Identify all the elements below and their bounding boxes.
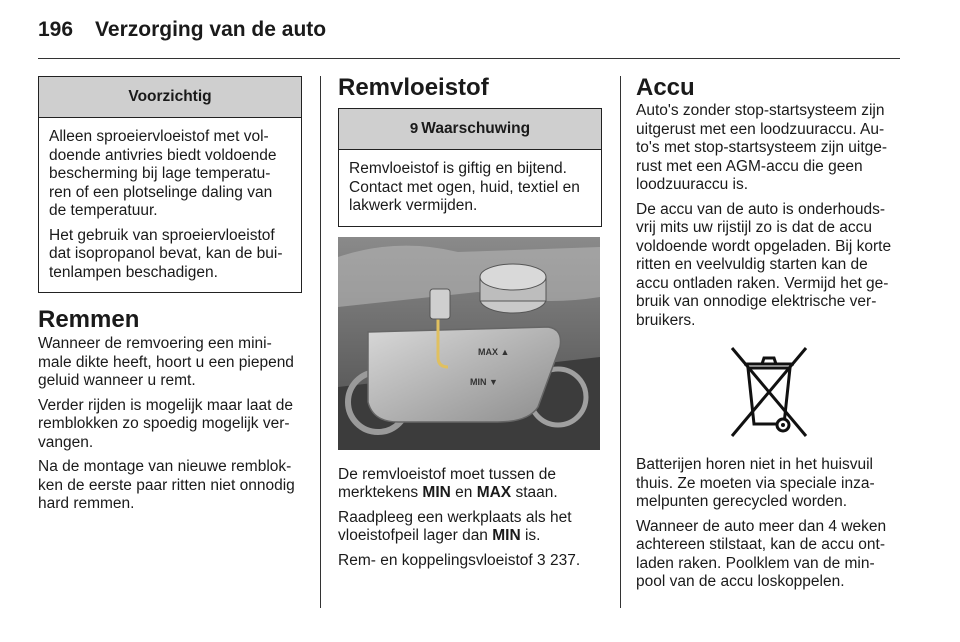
min-label: MIN ▼ (470, 376, 498, 387)
page-number: 196 (38, 18, 74, 41)
column-divider-2 (620, 76, 621, 608)
section-title-remmen: Remmen (38, 306, 140, 333)
section-title-remvloeistof: Remvloeistof (338, 74, 489, 101)
section-title-accu: Accu (636, 74, 695, 101)
remmen-text-2: Verder rijden is mogelijk maar laat de remblokken zo spoedig mogelijk ver- vangen. (38, 396, 294, 451)
remvloeistof-text-1: De remvloeistof moet tussen de merktekens MIN en MAX staan. (338, 465, 558, 501)
remvloeistof-text-3: Rem- en koppelingsvloeistof 3 237. (338, 551, 581, 569)
accu-text-2: De accu van de auto is onderhouds- vrij mits uw rijstijl zo is dat de accu voldoende wordt opgeladen. Bij korte ritten en veelvuldig starten kan de accu ontladen raken. Vermijd het ge- bruik van onnodige elektrische ver- bruikers. (636, 200, 892, 329)
caution-text-2: Het gebruik van sproeiervloeistof dat isopropanol bevat, kan de bui- tenlampen beschadigen. (49, 226, 283, 281)
brake-fluid-reservoir-photo (338, 237, 600, 450)
column-3 (636, 76, 902, 598)
warning-triangle-icon: 9 (409, 120, 419, 137)
column-divider-1 (320, 76, 321, 608)
page-title: Verzorging van de auto (95, 18, 327, 41)
header-rule (38, 58, 900, 59)
reservoir-illustration (338, 237, 600, 450)
max-label: MAX ▲ (478, 346, 510, 357)
accu-text-3: Batterijen horen niet in het huisvuil thuis. Ze moeten via speciale inza- melpunten gerecycled worden. (636, 456, 875, 510)
remmen-text-1: Wanneer de remvoering een mini- male dikte heeft, hoort u een piepend geluid wanneer u remt. (38, 335, 294, 389)
caution-text-1: Alleen sproeiervloeistof met vol- doende antivries biedt voldoende bescherming bij lage temperatu- ren of een plotselinge daling van de temperatuur. (49, 128, 277, 219)
page-header (38, 18, 326, 42)
caution-box (38, 76, 302, 293)
remmen-text-3: Na de montage van nieuwe remblok- ken de eerste paar ritten niet onnodig hard remmen. (38, 458, 295, 512)
crossed-out-bin-icon (726, 342, 812, 442)
column-1 (38, 76, 302, 520)
page-reference-icon: 3 (537, 551, 546, 569)
warning-title (339, 109, 601, 150)
caution-title: Voorzichtig (39, 77, 301, 118)
accu-text-1: Auto's zonder stop-startsysteem zijn uitgerust met een loodzuuraccu. Au- to's met stop-startsysteem zijn uitge- rust met een AGM-accu die geen loodzuuraccu is. (636, 102, 888, 193)
accu-text-4: Wanneer de auto meer dan 4 weken achtereen stilstaat, kan de accu ont- laden raken. Poolklem van de min- pool van de accu loskoppelen. (636, 517, 887, 590)
warning-text: Remvloeistof is giftig en bijtend. Contact met ogen, huid, textiel en lakwerk vermijden. (349, 160, 580, 214)
warning-title-text: Waarschuwing (421, 120, 531, 137)
column-2 (338, 76, 602, 576)
remvloeistof-text-2: Raadpleeg een werkplaats als het vloeistofpeil lager dan MIN is. (338, 508, 572, 544)
warning-box (338, 108, 602, 227)
